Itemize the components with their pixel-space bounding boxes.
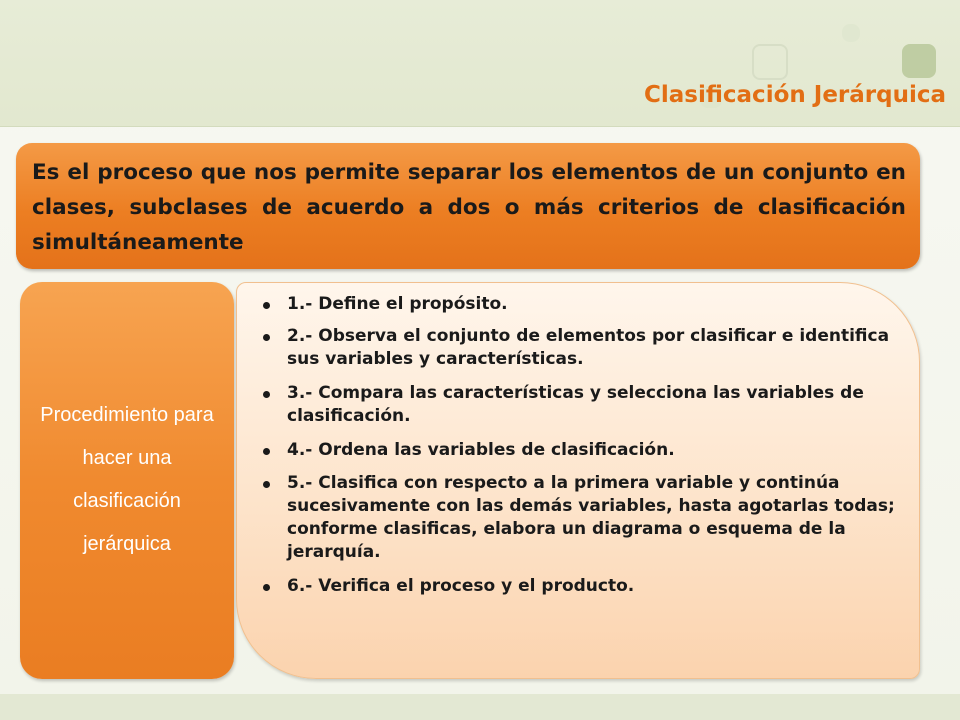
bullet-dot-icon	[263, 584, 270, 591]
header-band	[0, 0, 960, 127]
slide-title: Clasificación Jerárquica	[644, 82, 946, 108]
definition-text: Es el proceso que nos permite separar los elementos de un conjunto en clases, subclases de acuerdo a dos o más criterios de clasificación simultáneamente	[32, 160, 906, 255]
step-text: 2.- Observa el conjunto de elementos por clasificar e identifica sus variables y características.	[287, 326, 890, 369]
decorative-square	[902, 44, 936, 78]
step-item	[259, 293, 899, 316]
step-item	[259, 575, 899, 598]
bullet-dot-icon	[263, 302, 270, 309]
step-text: 4.- Ordena las variables de clasificación.	[287, 440, 675, 460]
step-item	[259, 382, 899, 428]
bullet-dot-icon	[263, 334, 270, 341]
step-text: 1.- Define el propósito.	[287, 294, 508, 314]
bullet-dot-icon	[263, 481, 270, 488]
decorative-square-outline	[752, 44, 788, 80]
bullet-dot-icon	[263, 448, 270, 455]
steps-list	[259, 293, 899, 598]
steps-box	[236, 282, 920, 679]
bullet-dot-icon	[263, 391, 270, 398]
procedure-label-box	[20, 282, 234, 679]
footer-band	[0, 694, 960, 720]
step-item	[259, 439, 899, 462]
step-text: 5.- Clasifica con respecto a la primera variable y continúa sucesivamente con las demás variables, hasta agotarlas todas; conforme clasificas, elabora un diagrama o esquema de la jerarquía.	[287, 473, 895, 562]
step-text: 3.- Compara las características y selecciona las variables de clasificación.	[287, 383, 864, 426]
procedure-label: Procedimiento para hacer una clasificación jerárquica	[40, 403, 214, 555]
decorative-square	[842, 24, 860, 42]
definition-box	[16, 143, 920, 269]
step-item	[259, 472, 899, 564]
step-item	[259, 325, 899, 371]
step-text: 6.- Verifica el proceso y el producto.	[287, 576, 635, 596]
